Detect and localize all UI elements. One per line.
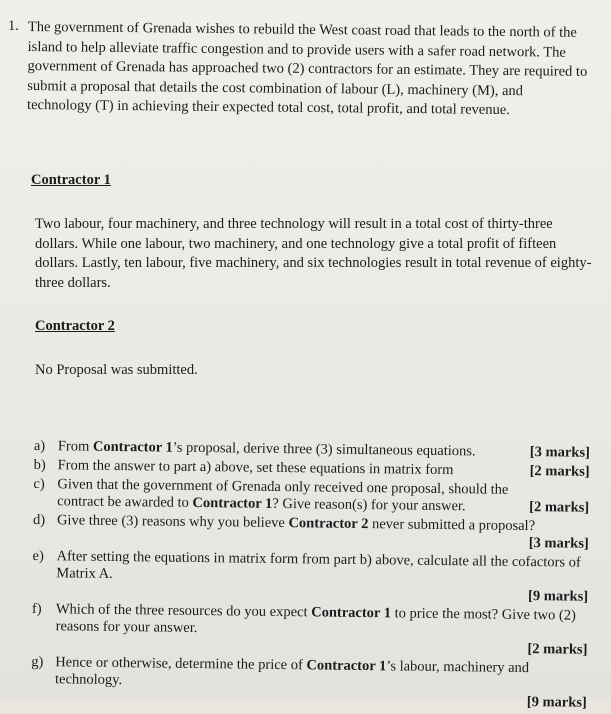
subquestion-f: f) Which of the three resources do you expect Contractor 1 to price the most? Give two (2) reasons for your answer. [2 marks]: [31, 600, 588, 658]
subquestion-e: e) After setting the equations in matrix form from part b) above, calculate all the cofactors of Matrix A. [9 marks]: [32, 547, 589, 605]
marks: [9 marks]: [527, 588, 589, 605]
subquestion-g: g) Hence or otherwise, determine the price of Contractor 1’s labour, machinery and technology. [9 marks]: [31, 653, 587, 711]
contractor-1-text: Two labour, four machinery, and three technology will result in a total cost of thirty-three dollars. While one labour, two machinery, and one technology give a total profit of fifteen dollars. Lastly, ten labour, five machinery, and six technologies result in total revenue of eighty-three dollars.: [35, 216, 592, 291]
subquestion-a: a) From Contractor 1’s proposal, derive three (3) simultaneous equations. [3 marks]: [33, 438, 590, 461]
contractor-1-heading: Contractor 1: [31, 172, 111, 188]
subquestion-list: [31, 438, 590, 714]
marks: [9 marks]: [526, 694, 587, 711]
subquestion-c: c) Given that the government of Grenada only received one proposal, should the contract be awarded to Contractor 1? Give reason(s) for your answer. [2 marks]: [33, 475, 590, 516]
subquestion-label: c): [33, 475, 45, 493]
marks: [3 marks]: [529, 444, 590, 461]
subquestion-b: b) From the answer to part a) above, set these equations in matrix form [2 marks]: [33, 456, 590, 480]
question-intro: The government of Grenada wishes to rebuild the West coast road that leads to the north of the island to help alleviate traffic congestion and to provide users with a safer road network. The government of Grenada has approached two (2) contractors for an estimate. They are required to submit a proposal that details the cost combination of labour (L), machinery (M), and technology (T) in achieving their expected total cost, total profit, and total revenue.: [27, 18, 588, 119]
marks: [2 marks]: [529, 499, 590, 516]
marks: [2 marks]: [529, 463, 590, 480]
subquestion-d: d) Give three (3) reasons why you believe Contractor 2 never submitted a proposal? [3 marks]: [32, 511, 589, 552]
subquestion-label: d): [32, 511, 46, 529]
marks: [2 marks]: [527, 641, 588, 658]
subquestion-label: f): [31, 600, 42, 618]
marks: [3 marks]: [528, 535, 589, 552]
subquestion-label: g): [31, 653, 44, 671]
question-number: 1.: [8, 18, 19, 34]
contractor-2-heading: Contractor 2: [35, 318, 115, 334]
subquestion-label: e): [32, 547, 44, 565]
contractor-2-text: No Proposal was submitted.: [35, 362, 198, 378]
subquestion-label: b): [33, 456, 46, 474]
subquestion-label: a): [33, 438, 46, 455]
